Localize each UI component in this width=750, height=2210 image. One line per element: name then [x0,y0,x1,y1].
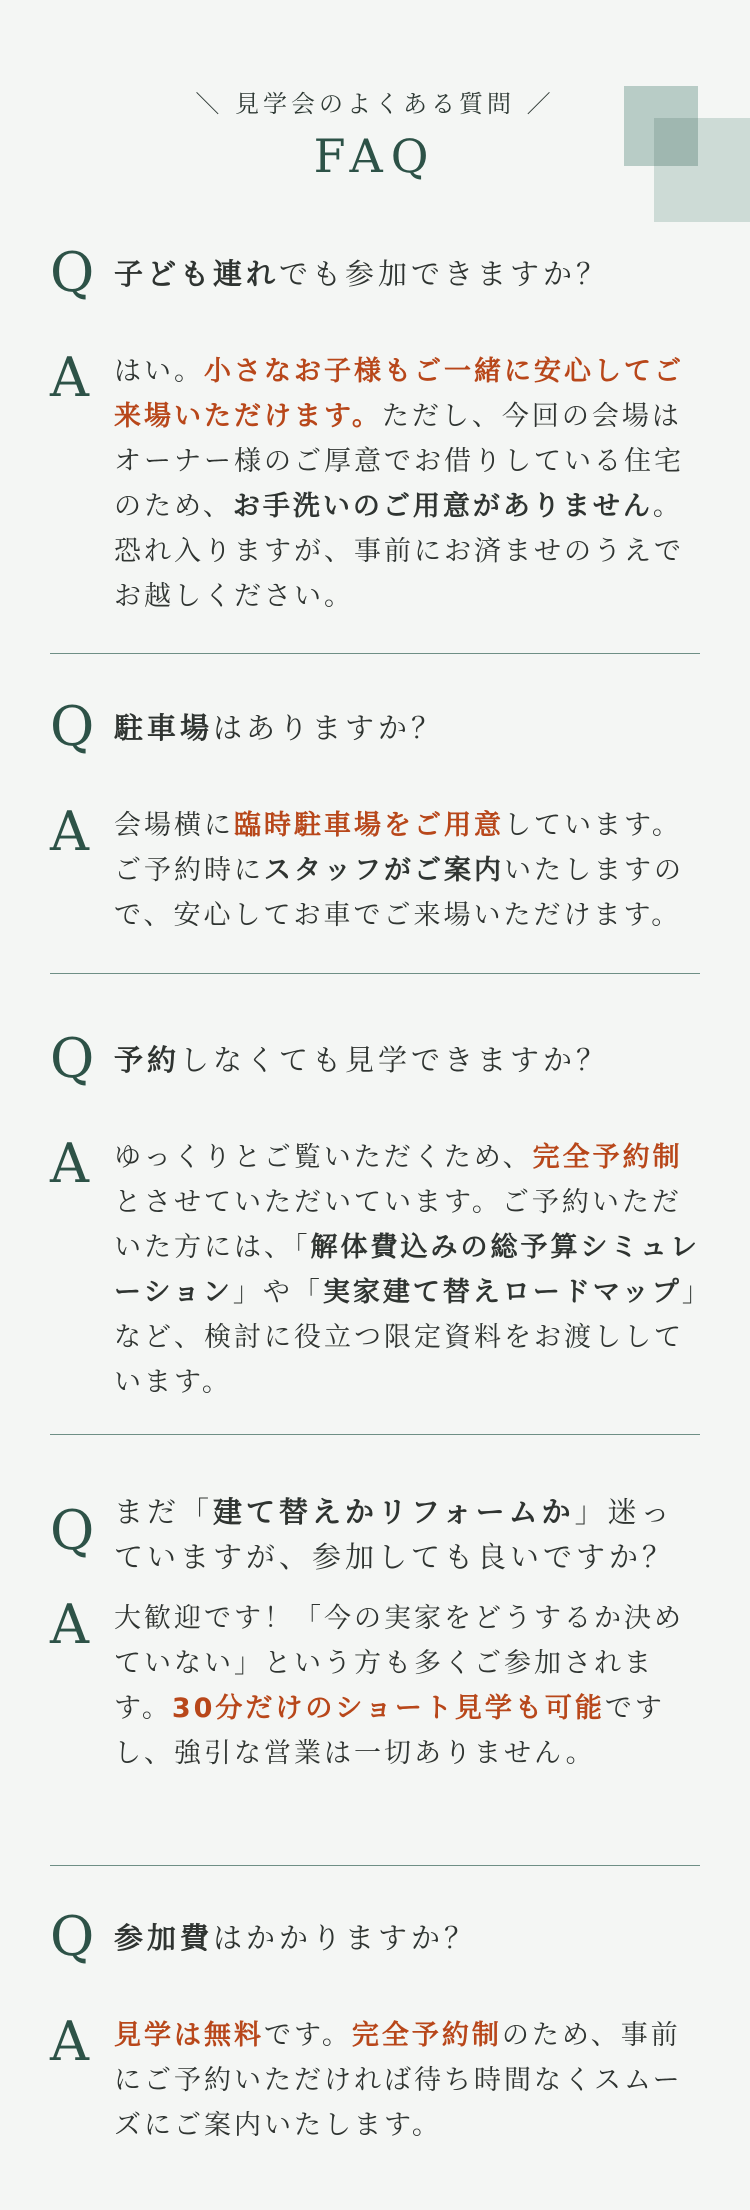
text-segment: はありますか？ [213,711,445,745]
emphasis-text: 子ども連れ [114,257,280,291]
answer-row [50,1132,700,1405]
text-segment: 」や「 [232,1277,323,1308]
section-eyebrow: ＼ 見学会のよくある質問 ／ [195,90,555,118]
text-segment: 。恐れ入りますが、事前にお済ませのうえでお越しください。 [114,491,684,612]
answer-row [50,800,700,938]
emphasis-text: 解体費込みの総予算シミュレーション [114,1232,700,1308]
highlight-text: 臨時駐車場をご用意 [234,810,504,841]
question-mark: Q [50,695,95,758]
emphasis-text: 参加費 [114,1921,214,1955]
question-mark: Q [50,1027,95,1090]
question-row [50,240,700,304]
highlight-text: 完全予約制 [532,1142,683,1173]
divider [50,653,700,654]
answer-mark: A [50,346,89,409]
answer-text [114,1596,700,1776]
answer-text [114,803,700,938]
text-segment: 大歓迎です！「今の実家をどうするか決めていない」という方も多くご参加されます。 [114,1603,684,1724]
emphasis-text: 実家建て替えロードマップ [322,1277,682,1308]
text-segment: です。 [264,2020,352,2051]
text-segment: まだ「 [114,1495,214,1529]
text-segment: ですし、強引な営業は一切ありません。 [114,1693,665,1769]
faq-item [50,1026,700,1405]
text-segment: しています。ご予約時に [114,810,682,886]
answer-mark: A [50,1132,89,1195]
text-segment: 」など、検討に役立つ限定資料をお渡ししています。 [114,1277,699,1398]
emphasis-text: スタッフがご案内 [264,855,504,886]
faq-header [0,84,750,183]
question-row [50,694,700,758]
text-segment: 会場横に [114,810,234,841]
highlight-text: 小さなお子様もご一緒に安心してご来場いただけます。 [114,356,684,432]
answer-row [50,2010,700,2148]
question-text [114,1490,700,1580]
question-text [114,1026,700,1083]
text-segment: ゆっくりとご覧いただくため、 [114,1142,533,1173]
emphasis-text: お手洗いのご用意がありません [232,491,653,522]
text-segment: のため、事前にご予約いただければ待ち時間なくスムーズにご案内いたします。 [114,2020,683,2141]
question-text [114,1904,700,1961]
question-row [50,1026,700,1090]
text-segment: はかかりますか？ [213,1921,478,1955]
emphasis-text: 予約 [114,1043,181,1077]
faq-item [50,240,700,619]
text-segment: 」迷っていますが、参加しても良いですか？ [114,1495,676,1574]
emphasis-text: 駐車場 [114,711,214,745]
divider [50,973,700,974]
divider [50,1865,700,1866]
highlight-text: 完全予約制 [351,2020,502,2051]
text-segment: はい。 [114,356,204,387]
question-mark: Q [50,1499,95,1562]
highlight-text: 30分だけのショート見学も可能 [171,1693,605,1724]
faq-item [50,1904,700,2148]
highlight-text: 見学は無料 [114,2020,264,2051]
answer-text [114,349,700,619]
text-segment: ただし、今回の会場はオーナー様のご厚意でお借りしている住宅のため、 [114,401,684,522]
answer-text [114,2013,700,2148]
answer-text [114,1135,700,1405]
text-segment: いたしますので、安心してお車でご来場いただけます。 [114,855,684,931]
question-mark: Q [50,241,95,304]
answer-row [50,346,700,619]
faq-item [50,1490,700,1776]
text-segment: とさせていただいています。ご予約いただいた方には、「 [114,1187,682,1263]
question-text [114,694,700,751]
answer-mark: A [50,800,89,863]
text-segment: しなくても見学できますか？ [180,1043,610,1077]
text-segment: でも参加できますか？ [279,257,610,291]
answer-row [50,1593,700,1776]
emphasis-text: 建て替えかリフォームか [213,1495,575,1529]
answer-mark: A [50,1593,89,1656]
divider [50,1434,700,1435]
faq-item [50,694,700,938]
answer-mark: A [50,2010,89,2073]
question-row [50,1490,700,1580]
question-text [114,240,700,297]
question-row [50,1904,700,1968]
page-title: FAQ [313,129,437,183]
question-mark: Q [50,1905,95,1968]
